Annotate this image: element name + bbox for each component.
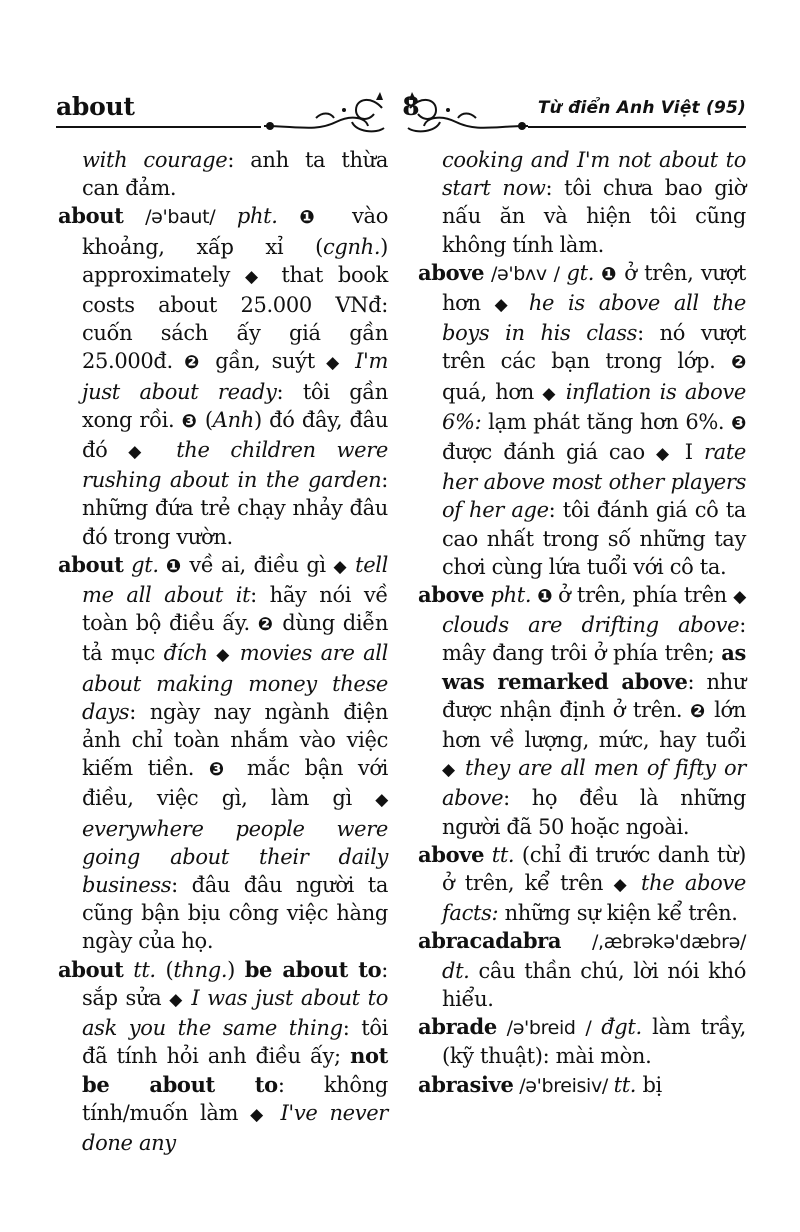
idiom-phrase: not be about to xyxy=(82,1043,388,1097)
header-rule-left xyxy=(56,126,261,128)
dictionary-entry: abrade /ə'breid / đgt. làm trầy, (kỹ thuật): mài mòn. xyxy=(418,1014,746,1069)
dictionary-entry: above /ə'bʌv / gt. ❶ ở trên, vượt hơn ◆ he is above all the boys in his class: nó vượt trên các bạn trong lớp. ❷ quá, hơn ◆ inflation is above 6%: lạm phát tăng hơn 6%. ❸ được đánh giá cao ◆ I rate her above most other players of her age: tôi đánh giá cô ta cao nhất trong số những tay chơi cùng lứa tuổi với cô ta. xyxy=(418,259,746,579)
sense-number: ❷ xyxy=(184,352,204,374)
dictionary-entry: abrasive /ə'breisiv/ tt. bị xyxy=(418,1071,662,1097)
sense-number: ❶ xyxy=(277,207,353,229)
idiom-phrase: be about to xyxy=(244,956,382,982)
dictionary-entry: about gt. ❶ về ai, điều gì ◆ tell me all about it: hãy nói về toàn bộ điều ấy. ❷ dùng diễn tả mục đích ◆ movies are all about making money these days: ngày nay ngành điện ảnh chỉ toàn nhắm vào việc kiếm tiền. ❸ mắc bận với điều, việc gì, làm gì ◆ everywhere people were going about their daily business: đâu đâu người ta cũng bận bịu công việc hàng ngày của họ. xyxy=(58,551,389,954)
entry-headword: about xyxy=(58,551,124,577)
entry-headword: abrasive xyxy=(418,1071,514,1097)
word-class: gt. xyxy=(131,552,159,577)
idiom-phrase: as was remarked above xyxy=(442,640,746,694)
word-class: dt. xyxy=(442,958,470,983)
word-class: đgt. xyxy=(601,1015,642,1040)
entry-headword: about xyxy=(58,203,124,229)
example-diamond-icon: ◆ xyxy=(128,442,156,463)
entry-headword: above xyxy=(418,259,485,285)
sense-number: ❷ xyxy=(690,700,707,722)
sense-number: ❸ xyxy=(208,759,233,781)
entry-continuation: with courage: anh ta thừa can đảm. xyxy=(82,148,388,201)
right-column xyxy=(418,146,746,1100)
pronunciation: /ə'breisiv/ xyxy=(513,1074,614,1097)
sense-number: ❶ xyxy=(158,555,190,577)
example-diamond-icon: ◆ xyxy=(250,1104,269,1125)
example-diamond-icon: ◆ xyxy=(169,989,184,1010)
example-diamond-icon: ◆ xyxy=(733,587,746,608)
sense-number: ❸ xyxy=(181,410,198,432)
example-diamond-icon: ◆ xyxy=(375,790,388,811)
dictionary-entry: abracadabra /,æbrəkə'dæbrə/ dt. câu thần chú, lời nói khó hiểu. xyxy=(418,928,746,1011)
pronunciation: /ə'breid / xyxy=(496,1017,602,1040)
pronunciation: /ə'bʌv / xyxy=(484,262,567,285)
example-diamond-icon: ◆ xyxy=(326,353,344,374)
example-diamond-icon: ◆ xyxy=(655,444,674,465)
dictionary-entry: above tt. (chỉ đi trước danh từ) ở trên, kể trên ◆ the above facts: những sự kiện kể trên. xyxy=(418,841,746,926)
sense-number: ❶ xyxy=(594,263,625,285)
entry-headword: about xyxy=(58,956,124,982)
word-class: tt. xyxy=(613,1072,637,1097)
entry-continuation: cooking and I'm not about to start now: tôi chưa bao giờ nấu ăn và hiện tôi cũng không tính làm. xyxy=(442,148,747,257)
sense-number: ❷ xyxy=(731,352,746,374)
entry-headword: abracadabra xyxy=(418,928,562,954)
header-rule-right xyxy=(528,126,746,128)
example-diamond-icon: ◆ xyxy=(244,266,267,287)
entry-headword: above xyxy=(418,841,485,867)
pronunciation: /,æbrəkə'dæbrə/ xyxy=(561,931,746,954)
example-diamond-icon: ◆ xyxy=(494,295,515,316)
dictionary-entry: about tt. (thng.) be about to: sắp sửa ◆ I was just about to ask you the same thing: tôi đã tính hỏi anh điều ấy; not be about to: không tính/muốn làm ◆ I've never done any xyxy=(58,956,388,1155)
left-column xyxy=(58,146,388,1157)
page-number: 8 xyxy=(402,92,420,121)
word-class: gt. xyxy=(566,260,595,285)
dictionary-title: Từ điển Anh Việt (95) xyxy=(537,98,746,118)
header-headword: about xyxy=(56,92,135,121)
dictionary-entry: about /ə'baut/ pht. ❶ vào khoảng, xấp xỉ (cgnh.) approximately ◆ that book costs about 25.000 VNđ: cuốn sách ấy giá gần 25.000đ. ❷ gần, suýt ◆ I'm just about ready: tôi gần xong rồi. ❸ (Anh) đó đây, đâu đó ◆ the children were rushing about in the garden: những đứa trẻ chạy nhảy đâu đó trong vườn. xyxy=(58,203,389,549)
word-class: tt. xyxy=(491,842,515,867)
entry-headword: abrade xyxy=(418,1014,497,1040)
entry-headword: above xyxy=(418,582,485,608)
example-diamond-icon: ◆ xyxy=(613,875,631,896)
example-diamond-icon: ◆ xyxy=(216,645,232,666)
word-class: pht. xyxy=(490,583,532,608)
word-class: pht. xyxy=(236,204,278,229)
word-class: tt. xyxy=(133,957,156,982)
sense-number: ❸ xyxy=(731,412,746,434)
dictionary-entry: above pht. ❶ ở trên, phía trên ◆ clouds are drifting above: mây đang trôi ở phía trên; as was remarked above: như được nhận định ở trên. ❷ lớn hơn về lượng, mức, hay tuổi ◆ they are all men of fifty or above: họ đều là những người đã 50 hoặc ngoài. xyxy=(418,582,746,839)
pronunciation: /ə'baut/ xyxy=(123,206,237,229)
example-diamond-icon: ◆ xyxy=(333,556,348,577)
example-diamond-icon: ◆ xyxy=(442,760,457,781)
example-diamond-icon: ◆ xyxy=(542,383,558,404)
sense-number: ❶ xyxy=(531,586,559,608)
running-header xyxy=(56,88,746,144)
sense-number: ❷ xyxy=(257,614,275,636)
